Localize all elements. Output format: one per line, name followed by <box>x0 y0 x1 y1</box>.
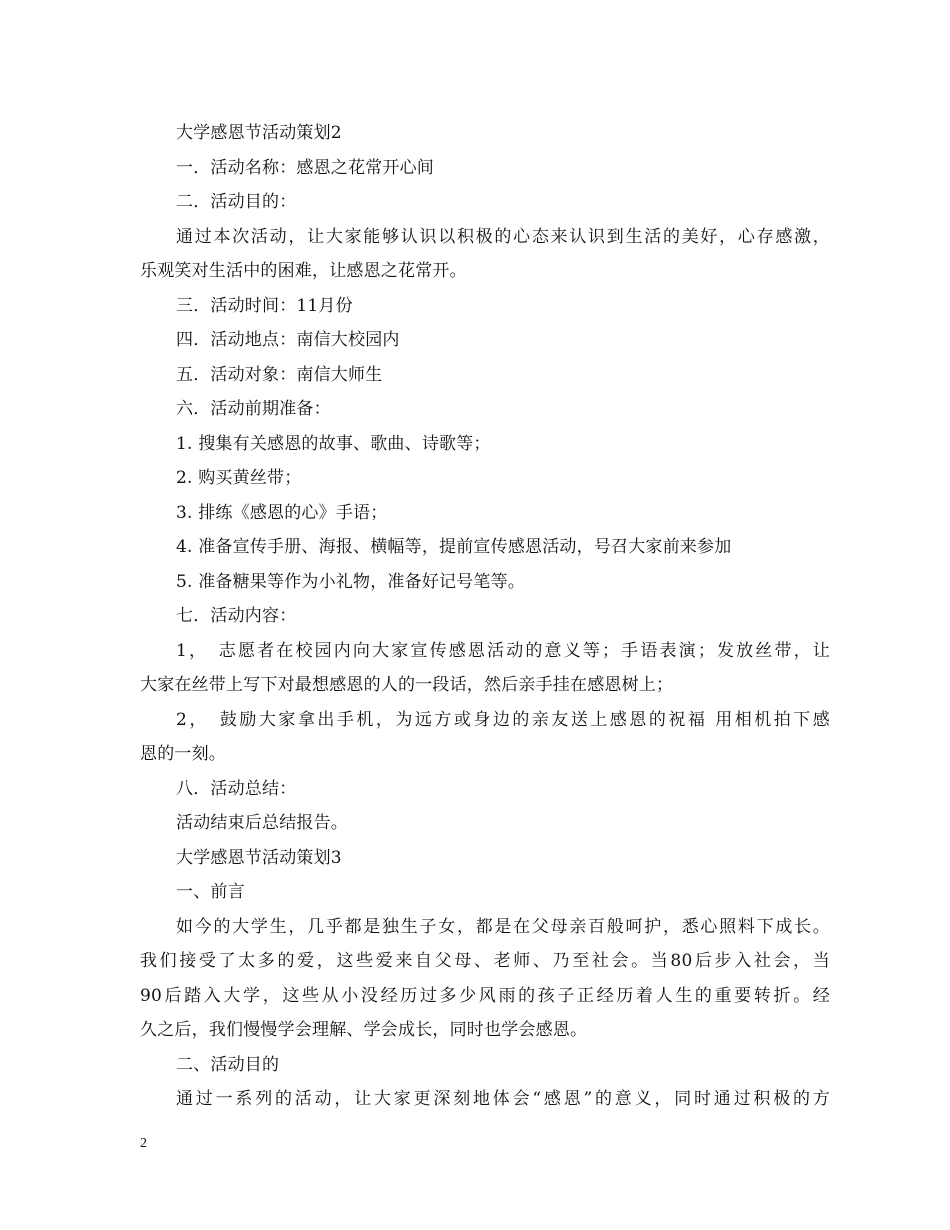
text-line: 活动结束后总结报告。 <box>176 813 348 833</box>
text-line: 1， 志愿者在校园内向大家宣传感恩活动的意义等；手语表演；发放丝带，让 <box>176 640 830 661</box>
text-line: 如今的大学生，几乎都是独生子女，都是在父母亲百般呵护，悉心照料下成长。 <box>176 916 830 937</box>
text-line: 二、活动目的 <box>176 1054 280 1075</box>
text-line: 2. 购买黄丝带； <box>176 468 302 488</box>
text-line: 90后踏入大学，这些从小没经历过多少风雨的孩子正经历着人生的重要转折。经 <box>140 985 830 1006</box>
text-line: 乐观笑对生活中的困难，让感恩之花常开。 <box>140 261 467 281</box>
text-line: 4. 准备宣传手册、海报、横幅等，提前宣传感恩活动，号召大家前来参加 <box>176 537 732 557</box>
page-number: 2 <box>140 1136 147 1151</box>
text-line: 四．活动地点：南信大校园内 <box>176 330 400 350</box>
text-line: 大学感恩节活动策划3 <box>176 847 342 868</box>
text-line: 通过一系列的活动，让大家更深刻地体会“感恩”的意义，同时通过积极的方 <box>176 1089 830 1109</box>
text-line: 2， 鼓励大家拿出手机，为远方或身边的亲友送上感恩的祝福 用相机拍下感 <box>176 709 830 730</box>
text-line: 一．活动名称：感恩之花常开心间 <box>176 157 434 178</box>
text-line: 我们接受了太多的爱，这些爱来自父母、老师、乃至社会。当80后步入社会，当 <box>140 951 830 971</box>
text-line: 久之后，我们慢慢学会理解、学会成长，同时也学会感恩。 <box>140 1020 588 1040</box>
text-line: 大学感恩节活动策划2 <box>176 123 342 143</box>
text-line: 六．活动前期准备： <box>176 399 331 419</box>
text-line: 通过本次活动，让大家能够认识以积极的心态来认识到生活的美好，心存感激， <box>176 226 830 247</box>
text-line: 一、前言 <box>176 882 245 902</box>
text-line: 七．活动内容： <box>176 606 297 626</box>
text-line: 五．活动对象：南信大师生 <box>176 364 383 385</box>
text-line: 八．活动总结： <box>176 778 297 799</box>
text-line: 二．活动目的： <box>176 192 297 212</box>
text-line: 1. 搜集有关感恩的故事、歌曲、诗歌等； <box>176 433 491 454</box>
text-line: 5. 准备糖果等作为小礼物，准备好记号笔等。 <box>176 571 526 592</box>
text-line: 恩的一刻。 <box>140 744 226 764</box>
text-line: 3. 排练《感恩的心》手语； <box>176 502 388 523</box>
document-body <box>140 116 830 1117</box>
text-line: 大家在丝带上写下对最想感恩的人的一段话，然后亲手挂在感恩树上； <box>140 675 674 695</box>
text-line: 三．活动时间：11月份 <box>176 295 353 316</box>
